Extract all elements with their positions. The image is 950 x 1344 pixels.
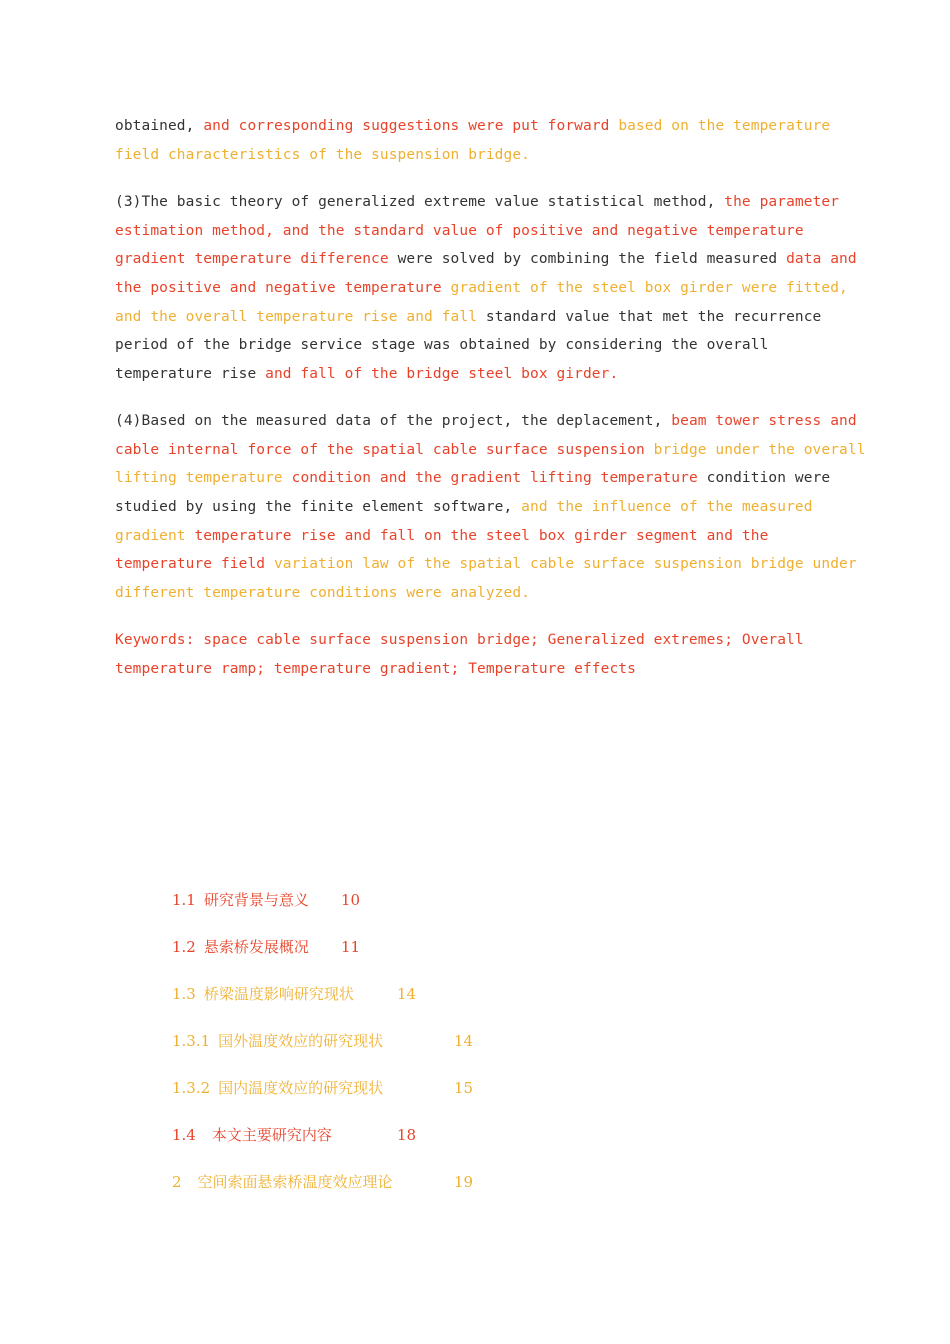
- toc-entry-title: 研究背景与意义: [203, 891, 309, 909]
- text-line: [115, 493, 830, 522]
- text-segment-red: temperature ramp; temperature gradient; Temperature effects: [115, 660, 636, 677]
- toc-entry-number: 1.3: [172, 985, 196, 1003]
- text-line: [115, 217, 830, 246]
- text-line: [115, 464, 830, 493]
- text-line: [115, 141, 830, 170]
- text-segment-red: Keywords: space cable surface suspension bridge; Generalized extremes; Overall: [115, 632, 804, 648]
- text-line: [115, 188, 840, 217]
- text-segment-orange: different temperature conditions were analyzed.: [115, 585, 530, 602]
- toc-entry[interactable]: [172, 937, 572, 957]
- text-line: [115, 579, 830, 608]
- text-segment-red: temperature field: [115, 556, 274, 573]
- text-line: [115, 274, 848, 303]
- toc-entry-title: 本文主要研究内容: [211, 1126, 332, 1144]
- toc-entry[interactable]: [172, 890, 572, 910]
- text-segment-black: obtained,: [115, 118, 204, 134]
- toc-entry-page: 10: [341, 891, 361, 909]
- text-line: [115, 303, 830, 332]
- text-segment-orange: gradient: [115, 527, 195, 544]
- text-segment-black: (3)The basic theory of generalized extreme value statistical method,: [115, 194, 725, 210]
- toc-entry-number: 1.3.1: [172, 1032, 211, 1050]
- text-segment-red: and corresponding suggestions were put forward: [203, 118, 619, 134]
- toc-entry-page: 11: [341, 938, 361, 956]
- text-segment-orange: bridge under the overall: [653, 441, 866, 458]
- toc-entry[interactable]: [172, 984, 572, 1004]
- toc-entry-page: 14: [397, 985, 417, 1003]
- toc-entry[interactable]: [172, 1031, 572, 1051]
- text-segment-black: standard value that met the recurrence: [485, 308, 822, 325]
- text-segment-red: and fall of the bridge steel box girder.: [265, 366, 619, 383]
- text-segment-orange: lifting temperature: [115, 470, 292, 487]
- toc-entry[interactable]: [172, 1125, 572, 1145]
- abstract-paragraph-conclusion: [115, 112, 830, 169]
- toc-entry-number: 1.4: [172, 1126, 196, 1144]
- toc-entry-page: 19: [454, 1173, 474, 1191]
- toc-entry-number: 1.1: [172, 891, 196, 909]
- text-segment-red: condition and the gradient lifting temperature: [291, 470, 707, 487]
- toc-entry-number: 1.2: [172, 938, 196, 956]
- toc-entry[interactable]: [172, 1078, 572, 1098]
- toc-entry-page: 15: [454, 1079, 474, 1097]
- text-segment-black: period of the bridge service stage was obtained by considering the overall: [115, 337, 769, 354]
- text-segment-orange: based on the temperature: [618, 118, 831, 134]
- text-segment-black: (4)Based on the measured data of the project, the deplacement,: [115, 413, 672, 429]
- text-segment-red: estimation method, and the standard value of positive and negative temperature: [115, 222, 804, 239]
- text-segment-black: temperature rise: [115, 366, 266, 383]
- text-segment-black: were solved by combining the field measured: [397, 251, 787, 268]
- toc-entry-title: 悬索桥发展概况: [203, 938, 309, 956]
- text-segment-black: studied by using the finite element software,: [115, 499, 522, 516]
- text-line: [115, 360, 830, 389]
- keywords-paragraph: [115, 626, 830, 683]
- text-line: [115, 407, 857, 436]
- text-segment-red: data and: [786, 251, 857, 268]
- text-segment-orange: field characteristics of the suspension bridge.: [115, 146, 530, 163]
- text-segment-orange: gradient of the steel box girder were fitted,: [450, 280, 848, 297]
- text-segment-black: condition were: [706, 470, 831, 487]
- abstract-paragraph-4: [115, 407, 866, 608]
- toc-entry-title: 国内温度效应的研究现状: [218, 1079, 384, 1097]
- text-line: [115, 626, 830, 655]
- text-line: [115, 655, 830, 684]
- text-segment-red: the positive and negative temperature: [115, 280, 451, 297]
- toc-entry-number: 1.3.2: [172, 1079, 211, 1097]
- text-line: [115, 522, 830, 551]
- text-segment-red: cable internal force of the spatial cable surface suspension: [115, 441, 654, 458]
- text-line: [115, 550, 857, 579]
- text-line: [115, 436, 866, 465]
- text-segment-orange: and the influence of the measured: [521, 499, 813, 516]
- text-segment-red: the parameter: [724, 194, 840, 210]
- toc-entry-title: 空间索面悬索桥温度效应理论: [197, 1173, 393, 1191]
- toc-entry-page: 14: [454, 1032, 474, 1050]
- text-segment-orange: variation law of the spatial cable surface suspension bridge under: [273, 556, 857, 573]
- toc-entry-title: 国外温度效应的研究现状: [218, 1032, 384, 1050]
- text-segment-orange: and the overall temperature rise and fall: [115, 308, 486, 325]
- text-line: [115, 112, 830, 141]
- toc-entry-title: 桥梁温度影响研究现状: [203, 985, 354, 1003]
- text-line: [115, 245, 857, 274]
- toc-entry[interactable]: [172, 1172, 572, 1192]
- toc-entry-number: 2: [172, 1173, 182, 1191]
- abstract-paragraph-3: [115, 188, 857, 389]
- text-segment-red: gradient temperature difference: [115, 251, 398, 268]
- text-segment-red: beam tower stress and: [671, 413, 857, 429]
- text-segment-red: temperature rise and fall on the steel box girder segment and the: [194, 527, 769, 544]
- toc-entry-page: 18: [397, 1126, 417, 1144]
- text-line: [115, 331, 830, 360]
